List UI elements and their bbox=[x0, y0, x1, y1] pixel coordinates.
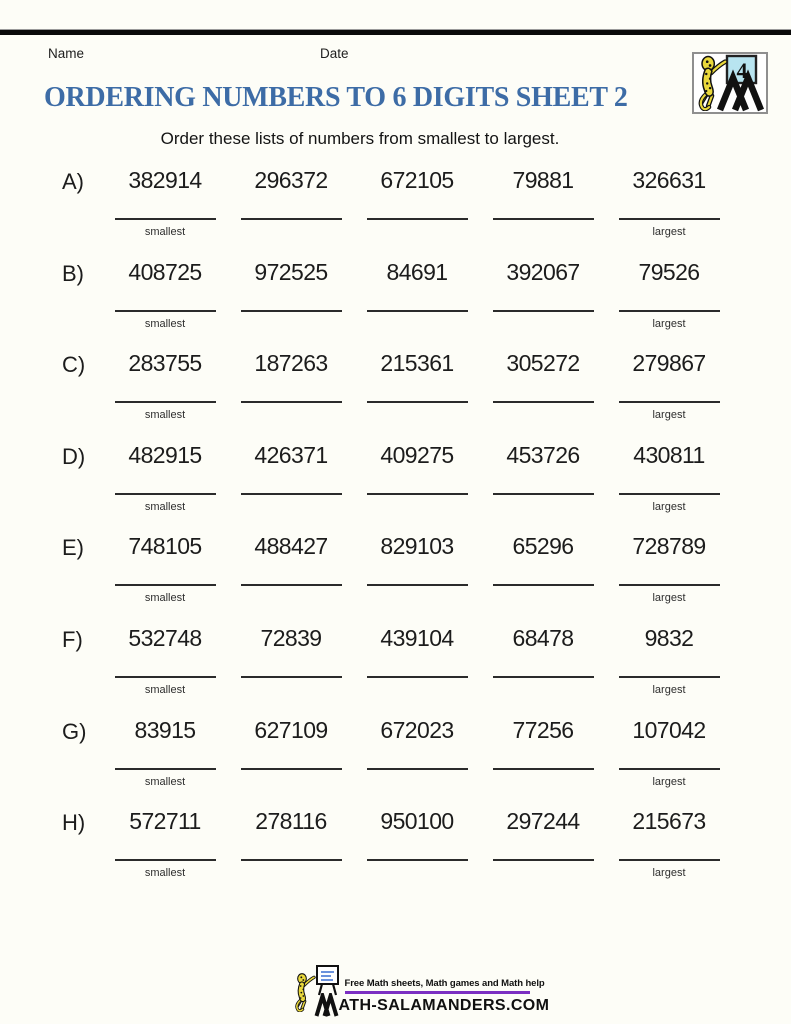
question-letter: G) bbox=[62, 718, 87, 744]
question-letter: A) bbox=[62, 169, 84, 194]
answer-column bbox=[228, 260, 354, 331]
answer-blank[interactable] bbox=[493, 584, 594, 586]
answer-blank[interactable] bbox=[241, 401, 342, 403]
number-value: 453726 bbox=[506, 441, 580, 468]
blank-hint: largest bbox=[652, 317, 686, 330]
grade-badge bbox=[692, 52, 768, 114]
number-value: 572711 bbox=[129, 808, 201, 835]
footer-site-text: ATH-SALAMANDERS.COM bbox=[338, 997, 550, 1014]
answer-blank[interactable] bbox=[367, 676, 468, 678]
number-value: 728789 bbox=[632, 533, 706, 560]
number-value: 950100 bbox=[380, 808, 454, 835]
answer-blank[interactable] bbox=[367, 310, 468, 312]
question-row bbox=[0, 718, 791, 789]
blank-hint: largest bbox=[652, 867, 686, 880]
answer-column bbox=[354, 534, 480, 605]
footer-easel-icon bbox=[314, 964, 342, 996]
number-value: 215673 bbox=[632, 808, 706, 835]
number-value: 84691 bbox=[386, 258, 448, 285]
answer-blank[interactable] bbox=[115, 310, 216, 312]
number-value: 408725 bbox=[128, 258, 202, 285]
blank-hint: smallest bbox=[144, 226, 186, 238]
answer-blank[interactable] bbox=[115, 218, 216, 220]
number-value: 279867 bbox=[632, 350, 706, 377]
answer-blank[interactable] bbox=[115, 768, 216, 770]
answer-column bbox=[102, 351, 228, 422]
answer-column bbox=[606, 443, 732, 514]
answer-blank[interactable] bbox=[241, 676, 342, 678]
question-letter: F) bbox=[62, 626, 83, 652]
answer-column bbox=[102, 168, 228, 239]
blank-hint bbox=[228, 776, 354, 789]
footer-branding bbox=[0, 962, 791, 1022]
footer-site-name[interactable] bbox=[314, 993, 550, 1017]
blank-hint: largest bbox=[652, 409, 686, 422]
name-label: Name bbox=[48, 46, 85, 61]
number-value: 392067 bbox=[506, 258, 580, 285]
question-row bbox=[0, 168, 791, 239]
answer-column bbox=[354, 351, 480, 422]
answer-column bbox=[102, 626, 228, 697]
number-value: 326631 bbox=[632, 167, 706, 193]
number-value: 748105 bbox=[128, 533, 202, 560]
blank-hint: largest bbox=[652, 500, 686, 513]
blank-hint: largest bbox=[652, 683, 686, 696]
answer-column bbox=[480, 168, 606, 239]
blank-hint: smallest bbox=[144, 867, 186, 880]
footer-salamander-icon bbox=[292, 972, 316, 1012]
answer-blank[interactable] bbox=[241, 584, 342, 586]
question-row bbox=[0, 534, 791, 605]
number-value: 283755 bbox=[128, 350, 202, 377]
blank-hint bbox=[228, 409, 354, 422]
number-value: 482915 bbox=[128, 441, 202, 468]
number-value: 672105 bbox=[380, 167, 454, 193]
number-value: 215361 bbox=[380, 350, 454, 377]
blank-hint bbox=[228, 592, 354, 605]
answer-column bbox=[606, 168, 732, 239]
answer-column bbox=[354, 626, 480, 697]
question-row bbox=[0, 351, 791, 422]
number-value: 68478 bbox=[512, 624, 574, 651]
blank-hint bbox=[354, 318, 480, 331]
answer-blank[interactable] bbox=[367, 493, 468, 495]
blank-hint bbox=[228, 684, 354, 697]
answer-column bbox=[354, 443, 480, 514]
number-value: 187263 bbox=[254, 350, 328, 377]
blank-hint bbox=[354, 226, 480, 239]
blank-hint: smallest bbox=[144, 500, 186, 513]
grade-number: 4 bbox=[736, 58, 748, 83]
blank-hint: largest bbox=[652, 592, 686, 605]
answer-column bbox=[102, 718, 228, 789]
answer-column bbox=[228, 351, 354, 422]
number-value: 107042 bbox=[632, 716, 706, 743]
answer-column bbox=[354, 168, 480, 239]
answer-column bbox=[102, 534, 228, 605]
answer-blank[interactable] bbox=[367, 218, 468, 220]
answer-blank[interactable] bbox=[493, 676, 594, 678]
answer-column bbox=[606, 809, 732, 880]
answer-column bbox=[480, 260, 606, 331]
question-row bbox=[0, 809, 791, 880]
number-value: 972525 bbox=[254, 258, 328, 285]
blank-hint bbox=[480, 318, 606, 331]
answer-blank[interactable] bbox=[367, 584, 468, 586]
number-value: 627109 bbox=[254, 716, 328, 743]
number-value: 77256 bbox=[512, 716, 574, 743]
answer-column bbox=[480, 718, 606, 789]
answer-column bbox=[606, 626, 732, 697]
number-value: 278116 bbox=[255, 808, 327, 835]
blank-hint bbox=[480, 226, 606, 239]
answer-column bbox=[606, 718, 732, 789]
answer-blank[interactable] bbox=[367, 859, 468, 861]
number-value: 409275 bbox=[380, 441, 454, 468]
blank-hint: smallest bbox=[144, 775, 186, 788]
answer-column bbox=[354, 809, 480, 880]
blank-hint bbox=[480, 867, 606, 880]
question-letter: B) bbox=[62, 260, 84, 286]
answer-column bbox=[606, 534, 732, 605]
number-value: 296372 bbox=[254, 167, 328, 193]
answer-blank[interactable] bbox=[619, 676, 720, 678]
blank-hint bbox=[480, 501, 606, 514]
number-value: 426371 bbox=[254, 441, 328, 468]
question-letter: H) bbox=[62, 810, 86, 836]
answer-blank[interactable] bbox=[367, 401, 468, 403]
answer-blank[interactable] bbox=[493, 768, 594, 770]
answer-blank[interactable] bbox=[241, 493, 342, 495]
answer-blank[interactable] bbox=[241, 218, 342, 220]
answer-column bbox=[228, 168, 354, 239]
answer-blank[interactable] bbox=[619, 401, 720, 403]
answer-column bbox=[480, 809, 606, 880]
answer-column bbox=[102, 260, 228, 331]
number-value: 382914 bbox=[128, 167, 202, 193]
blank-hint: smallest bbox=[144, 409, 186, 422]
number-value: 79881 bbox=[512, 167, 574, 193]
number-value: 532748 bbox=[128, 624, 202, 651]
answer-column bbox=[480, 534, 606, 605]
question-letter: D) bbox=[62, 443, 86, 469]
blank-hint: largest bbox=[652, 775, 686, 788]
answer-column bbox=[354, 260, 480, 331]
answer-blank[interactable] bbox=[619, 218, 720, 220]
blank-hint bbox=[228, 226, 354, 239]
answer-column bbox=[480, 626, 606, 697]
blank-hint bbox=[480, 592, 606, 605]
answer-column bbox=[480, 351, 606, 422]
question-row bbox=[0, 626, 791, 697]
answer-blank[interactable] bbox=[367, 768, 468, 770]
answer-blank[interactable] bbox=[115, 493, 216, 495]
number-value: 79526 bbox=[638, 258, 700, 285]
blank-hint bbox=[228, 318, 354, 331]
answer-blank[interactable] bbox=[115, 859, 216, 861]
answer-blank[interactable] bbox=[241, 310, 342, 312]
answer-column bbox=[102, 809, 228, 880]
answer-column bbox=[606, 351, 732, 422]
blank-hint bbox=[354, 776, 480, 789]
answer-blank[interactable] bbox=[115, 676, 216, 678]
blank-hint bbox=[480, 684, 606, 697]
blank-hint: largest bbox=[652, 226, 686, 238]
answer-blank[interactable] bbox=[619, 310, 720, 312]
blank-hint bbox=[354, 592, 480, 605]
answer-blank[interactable] bbox=[493, 218, 594, 220]
blank-hint: smallest bbox=[144, 592, 186, 605]
question-row bbox=[0, 443, 791, 514]
number-value: 430811 bbox=[633, 441, 705, 468]
answer-blank[interactable] bbox=[493, 493, 594, 495]
number-value: 83915 bbox=[134, 716, 196, 743]
blank-hint bbox=[228, 501, 354, 514]
answer-blank[interactable] bbox=[619, 768, 720, 770]
answer-column bbox=[480, 443, 606, 514]
salamander-grade-logo-icon bbox=[694, 54, 766, 112]
top-divider bbox=[0, 29, 791, 35]
number-value: 488427 bbox=[254, 533, 328, 560]
answer-column bbox=[228, 626, 354, 697]
answer-blank[interactable] bbox=[619, 859, 720, 861]
blank-hint bbox=[480, 409, 606, 422]
number-value: 65296 bbox=[512, 533, 574, 560]
answer-column bbox=[354, 718, 480, 789]
answer-column bbox=[228, 443, 354, 514]
answer-blank[interactable] bbox=[619, 493, 720, 495]
blank-hint bbox=[354, 501, 480, 514]
answer-blank[interactable] bbox=[115, 584, 216, 586]
answer-blank[interactable] bbox=[241, 768, 342, 770]
answer-column bbox=[228, 718, 354, 789]
footer-tagline: Free Math sheets, Math games and Math help bbox=[344, 978, 545, 989]
number-value: 72839 bbox=[260, 624, 322, 651]
blank-hint bbox=[480, 776, 606, 789]
answer-blank[interactable] bbox=[619, 584, 720, 586]
number-value: 297244 bbox=[506, 808, 580, 835]
page-instructions: Order these lists of numbers from smallest to largest. bbox=[160, 129, 560, 148]
blank-hint: smallest bbox=[144, 317, 186, 330]
answer-blank[interactable] bbox=[493, 401, 594, 403]
blank-hint: smallest bbox=[144, 683, 186, 696]
number-value: 305272 bbox=[506, 350, 580, 377]
answer-column bbox=[228, 534, 354, 605]
worksheet-rows bbox=[0, 168, 791, 901]
question-letter: C) bbox=[62, 352, 86, 378]
footer-m-logo-icon bbox=[314, 993, 339, 1017]
answer-blank[interactable] bbox=[493, 310, 594, 312]
number-value: 9832 bbox=[644, 624, 694, 651]
question-letter: E) bbox=[62, 535, 84, 561]
blank-hint bbox=[354, 409, 480, 422]
date-label: Date bbox=[320, 46, 349, 61]
blank-hint bbox=[354, 684, 480, 697]
question-row bbox=[0, 260, 791, 331]
answer-blank[interactable] bbox=[241, 859, 342, 861]
answer-column bbox=[228, 809, 354, 880]
answer-column bbox=[102, 443, 228, 514]
number-value: 672023 bbox=[380, 716, 454, 743]
answer-blank[interactable] bbox=[115, 401, 216, 403]
blank-hint bbox=[354, 867, 480, 880]
answer-column bbox=[606, 260, 732, 331]
number-value: 439104 bbox=[380, 624, 454, 651]
blank-hint bbox=[228, 867, 354, 880]
number-value: 829103 bbox=[380, 533, 454, 560]
answer-blank[interactable] bbox=[493, 859, 594, 861]
page-title: ORDERING NUMBERS TO 6 DIGITS SHEET 2 bbox=[44, 82, 628, 113]
